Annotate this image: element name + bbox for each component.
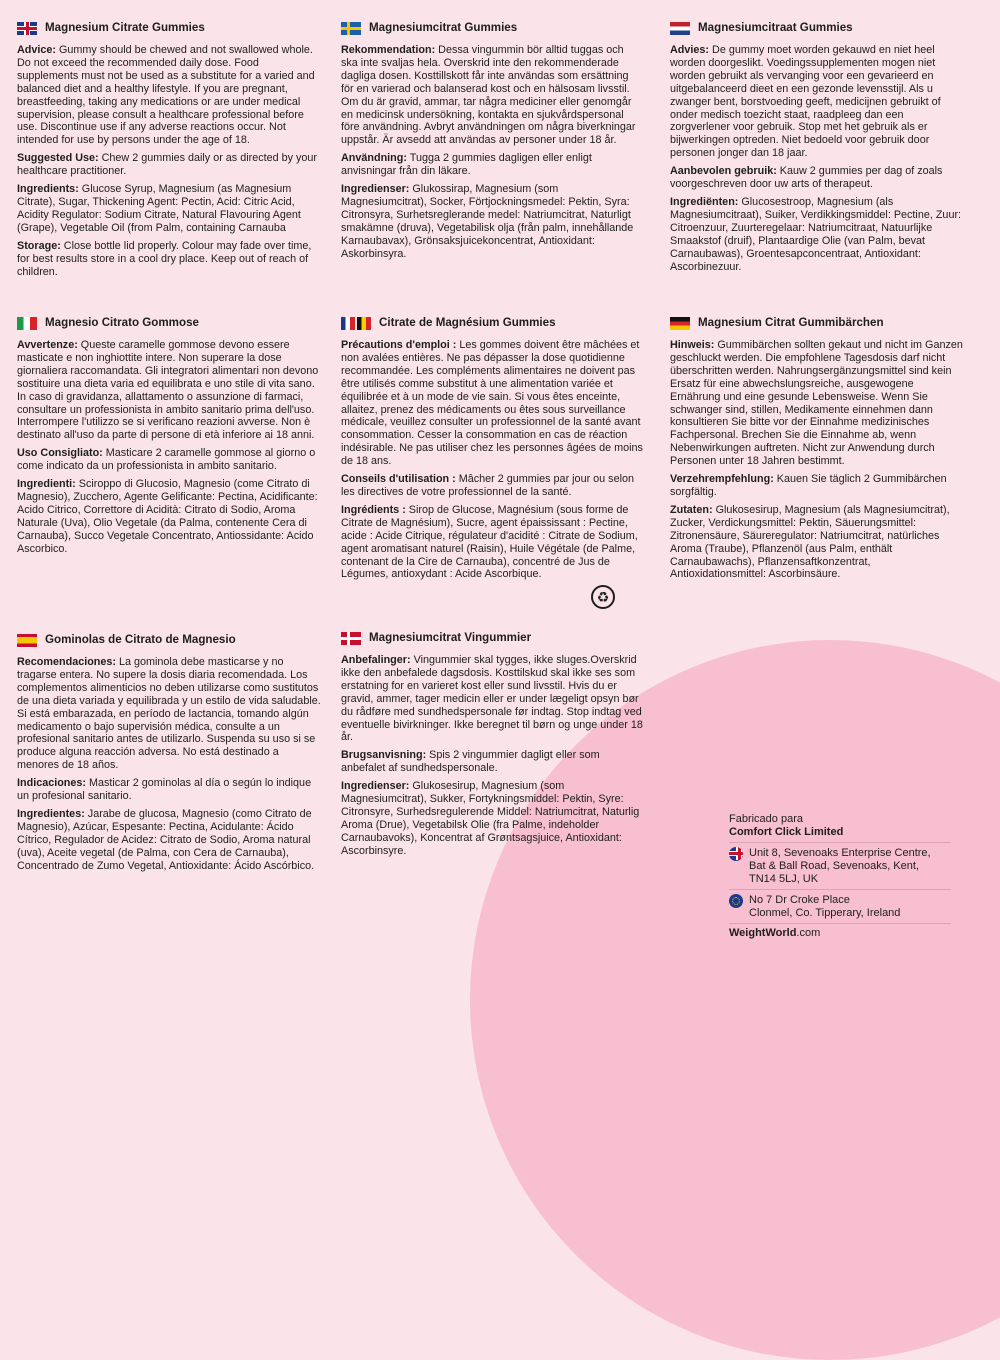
ingredients-paragraph: Ingredientes: Jarabe de glucosa, Magnesio (como Citrato de Magnesio), Azúcar, Espesante: Pectina, Acidulante: Ácido Cítrico, Regulador de Acidez: Citrato de Sodio, Aroma natural (uva), Aceite vegetal (de Palma, con Cera de Carnauba), Concentrado de Zumo Vegetal, Antioxidante: Ácido Ascórbico. [17,807,315,872]
ingredients-paragraph: Ingredienser: Glukosesirup, Magnesium (som Magnesiumcitrat), Sukker, Fortykningsmiddel: Pektin, Syre: Citronsyre, Surhedsregulerende Middel: Natriumcitrat, Naturlig Aroma (Drue), Vegetabilsk Olie (fra Palme, indeholder Carnaubavoks), Koncentrat af Grøntsagsjuice, Antioxidant: Ascorbinsyre. [341,780,640,857]
section-title: Magnesium Citrat Gummibärchen [698,316,884,330]
usage-paragraph: Suggested Use: Chew 2 gummies daily or as directed by your healthcare practitioner. [17,152,318,178]
advice-paragraph: Anbefalinger: Vingummier skal tygges, ikke sluges.Overskrid ikke den anbefalede dagsdosis. Kosttilskud skal ikke ses som erstatning for en varieret kost eller sund livsstil. Hvis du er gravid, ammer, tager medicin eller er under lægeligt opsyn bør du rådføre med sundhedspersonale før indtag. Stop indtag ved eventuelle bivirkninger. Ikke beregnet til børn og unge under 18 år. [341,654,643,744]
address-line: Clonmel, Co. Tipperary, Ireland [749,907,901,919]
spain-flag-icon [17,634,37,647]
advice-paragraph: Avvertenze: Queste caramelle gommose devono essere masticate e non inghiottite intere. Non superare la dose giornaliera raccomandata. Gli integratori alimentari non devono sostituire una dieta varia ed equilibrata e uno stile di vita sano. In caso di gravidanza, allattamento o assunzione di farmaci, consultare un professionista in ambito sanitario prima dell'uso. Interrompere l'utilizzo se si verificano reazioni avverse. Non è destinato all'uso da parte di persone di età inferiore ai 18 anni. [17,339,319,442]
section-title: Magnesio Citrato Gommose [45,316,199,330]
france-flag-icon [341,317,355,330]
ie-address-row [729,889,951,923]
sweden-flag-icon [341,22,361,35]
usage-paragraph: Verzehrempfehlung: Kauen Sie täglich 2 Gummibärchen sorgfältig. [670,473,947,498]
section-swedish [341,22,643,266]
ingredients-paragraph: Ingredients: Glucose Syrup, Magnesium (as Magnesium Citrate), Sugar, Thickening Agent: Pectin, Acid: Citric Acid, Acidity Regulator: Sodium Citrate, Natural Flavouring Agent (Grape), Vegetable Oil (from Palm, containing Carnauba [17,183,301,234]
ingredients-paragraph: Zutaten: Glukosesirup, Magnesium (als Magnesiumcitrat), Zucker, Verdickungsmittel: Pektin, Säuerungsmittel: Zitronensäure, Säureregulator: Natriumcitrat, natürliches Aroma (Traube), Pflanzenöl (aus Palm, enthält Carnaubawachs), Pflanzensaftkonzentrat, Antioxidationsmittel: Ascorbinsäure. [670,503,950,581]
made-for-label: Fabricado para [729,813,803,825]
denmark-flag-icon [341,632,361,645]
address-line: Bat & Ball Road, Sevenoaks, Kent, [749,860,919,872]
netherlands-flag-icon [670,22,690,35]
section-danish [341,632,643,863]
advice-paragraph: Advies: De gummy moet worden gekauwd en niet heel worden doorgeslikt. Voedingssupplementen mogen niet worden gebruikt als vervanging voor een gevarieerd en uitgebalanceerd dieet en een gezonde levensstijl. Als u zwanger bent, borstvoeding geeft, medicijnen gebruikt of onder medisch toezicht staat, raadpleeg dan een zorgverlener voor gebruik. Stop met het gebruik als er bijwerkingen optreden. Niet bedoeld voor gebruik door personen jonger dan 18 jaar. [670,44,941,160]
website-link[interactable]: WeightWorld.com [729,923,951,940]
usage-paragraph: Uso Consigliato: Masticare 2 caramelle gommose al giorno o come indicato da un professionista in ambito sanitario. [17,447,316,473]
advice-paragraph: Précautions d'emploi : Les gommes doivent être mâchées et non avalées entières. Ne pas dépasser la dose quotidienne recommandée. Les compléments alimentaires ne doivent pas être utilisés comme substitut à une alimentation variée et équilibrée et à un mode de vie sain. Si vous êtes enceinte, allaitez, prenez des médicaments ou êtes sous surveillance médicale, veuillez consulter un professionnel de la santé avant consommation. Cesser la consommation en cas de réaction indésirable. Ne pas utiliser chez les personnes âgées de moins de 18 ans. [341,339,643,468]
usage-paragraph: Användning: Tugga 2 gummies dagligen eller enligt anvisningar från din läkare. [341,152,592,178]
eu-flag-icon [729,894,743,908]
section-french [341,317,643,586]
recycle-icon: ♻ [591,585,615,609]
storage-paragraph: Storage: Close bottle lid properly. Colour may fade over time, for best results store in a cool dry place. Keep out of reach of children. [17,239,312,278]
usage-paragraph: Conseils d'utilisation : Mâcher 2 gummies par jour ou selon les directives de votre professionnel de la santé. [341,473,634,498]
uk-flag-icon [729,847,743,861]
address-line: No 7 Dr Croke Place [749,894,850,906]
section-spanish [17,634,322,878]
section-title: Magnesiumcitrat Vingummier [369,631,532,645]
ingredients-paragraph: Ingredienser: Glukossirap, Magnesium (som Magnesiumcitrat), Socker, Förtjockningsmedel: Pektin, Syra: Citronsyra, Surhetsreglerande medel: Natriumcitrat, Naturligt smakämne (druva), Vegetabilisk olja (från palm, innehållande Karnaubavax), Grönsaksjuicekoncentrat, Antioxidant: Askorbinsyra. [341,183,634,260]
advice-paragraph: Advice: Gummy should be chewed and not swallowed whole. Do not exceed the recommended daily dose. Food supplements must not be used as a substitute for a varied and balanced diet and a healthy lifestyle. If you are pregnant, breastfeeding, taking any medications or are under medical supervision, please consult a healthcare professional before use. Discontinue use if any adverse reactions occur. Not intended for use by persons under the age of 18. [17,44,315,147]
address-line: Unit 8, Sevenoaks Enterprise Centre, [749,847,931,859]
italy-flag-icon [17,317,37,330]
belgium-flag-icon [357,317,371,330]
section-dutch [670,22,966,278]
section-title: Gominolas de Citrato de Magnesio [45,633,236,647]
section-title: Magnesiumcitraat Gummies [698,21,853,35]
usage-paragraph: Aanbevolen gebruik: Kauw 2 gummies per dag of zoals voorgeschreven door uw arts of therapeut. [670,165,943,191]
manufacturer-block [729,813,951,940]
usage-paragraph: Indicaciones: Masticar 2 gominolas al día o según lo indique un profesional sanitario. [17,777,312,803]
ingredients-paragraph: Ingrédients : Sirop de Glucose, Magnésium (sous forme de Citrate de Magnésium), Sucre, agent épaississant : Pectine, acide : Acide Citrique, régulateur d'acidité : Citrate de Sodium, agent aromatisant naturel (Raisin), Huile Végétale (de Palme, contenant de la Cire de Carnauba), concentré de Jus de Légumes, antioxydant : Acide Ascorbique. [341,503,638,581]
germany-flag-icon [670,317,690,330]
ingredients-paragraph: Ingrediënten: Glucosestroop, Magnesium (als Magnesiumcitraat), Suiker, Verdikkingsmiddel: Pectine, Zuur: Citroenzuur, Zuurteregelaar: Natriumcitraat, Natuurlijke Smaakstof (druif), Plantaardige Olie (van Palm, bevat Carnaubawas), Groentesapconcentraat, Antioxidant: Ascorbinezuur. [670,195,962,273]
advice-paragraph: Rekommendation: Dessa vingummin bör alltid tuggas och ska inte svaljas hela. Overskrid inte den rekommenderade dagliga dosen. Kosttillskott får inte användas som ersättning för en varierad och balanserad kost och en hälsosam livsstil. Om du är gravid, ammar, tar några mediciner eller genomgår en medicinsk undersökning, kontakta en sjukvårdspersonal före användning. Avbryt användningen om några biverkningar uppstår. Är avsedd att användas av personer under 18 år. [341,44,636,147]
usage-paragraph: Brugsanvisning: Spis 2 vingummier dagligt eller som anbefalet af sundhedspersonale. [341,749,600,775]
ingredients-paragraph: Ingredienti: Sciroppo di Glucosio, Magnesio (come Citrato di Magnesio), Zucchero, Agente Gelificante: Pectina, Acidificante: Acido Citrico, Correttore di Acidità: Citrato di Sodio, Aroma Naturale (Uva), Olio Vegetale (da Palma, contenente Cera di Carnauba), Succo Vegetale Concentrato, Antiossidante: Acido Ascorbico. [17,478,318,555]
section-italian [17,317,322,561]
section-german [670,317,966,586]
uk-flag-icon [17,22,37,35]
advice-paragraph: Recomendaciones: La gominola debe masticarse y no tragarse entera. No supere la dosis diaria recomendada. Los complementos alimenticios no deben utilizarse como sustitutos de una dieta variada y equilibrada y un estilo de vida saludable. Si está embarazada, en período de lactancia, tomando algún medicamento o bajo supervisión médica, consulte a un profesional sanitario antes de utilizarlo. Suspenda su uso si se produce alguna reacción adversa. No está destinado a menores de 18 años. [17,656,321,772]
section-title: Magnesiumcitrat Gummies [369,21,518,35]
section-title: Citrate de Magnésium Gummies [379,316,556,330]
company-name: Comfort Click Limited [729,826,844,838]
section-english [17,22,322,283]
advice-paragraph: Hinweis: Gummibärchen sollten gekaut und nicht im Ganzen geschluckt werden. Die empfohlene Tagesdosis darf nicht überschritten werden. Nahrungsergänzungsmittel sind kein Ersatz für eine abwechslungsreiche, ausgewogene Ernährung und eine gesunde Lebensweise. Wenn Sie schwanger sind, stillen, Medikamente einnehmen dann konsultieren Sie bitte vor der Einnahme medizinisches Fachpersonal. Brechen Sie die Einnahme ab, wenn Nebenwirkungen auftreten. Nicht zur Anwendung durch Personen unter 18 Jahren bestimmt. [670,339,963,468]
uk-address-row [729,842,951,889]
section-title: Magnesium Citrate Gummies [45,21,205,35]
address-line: TN14 5LJ, UK [749,873,819,885]
